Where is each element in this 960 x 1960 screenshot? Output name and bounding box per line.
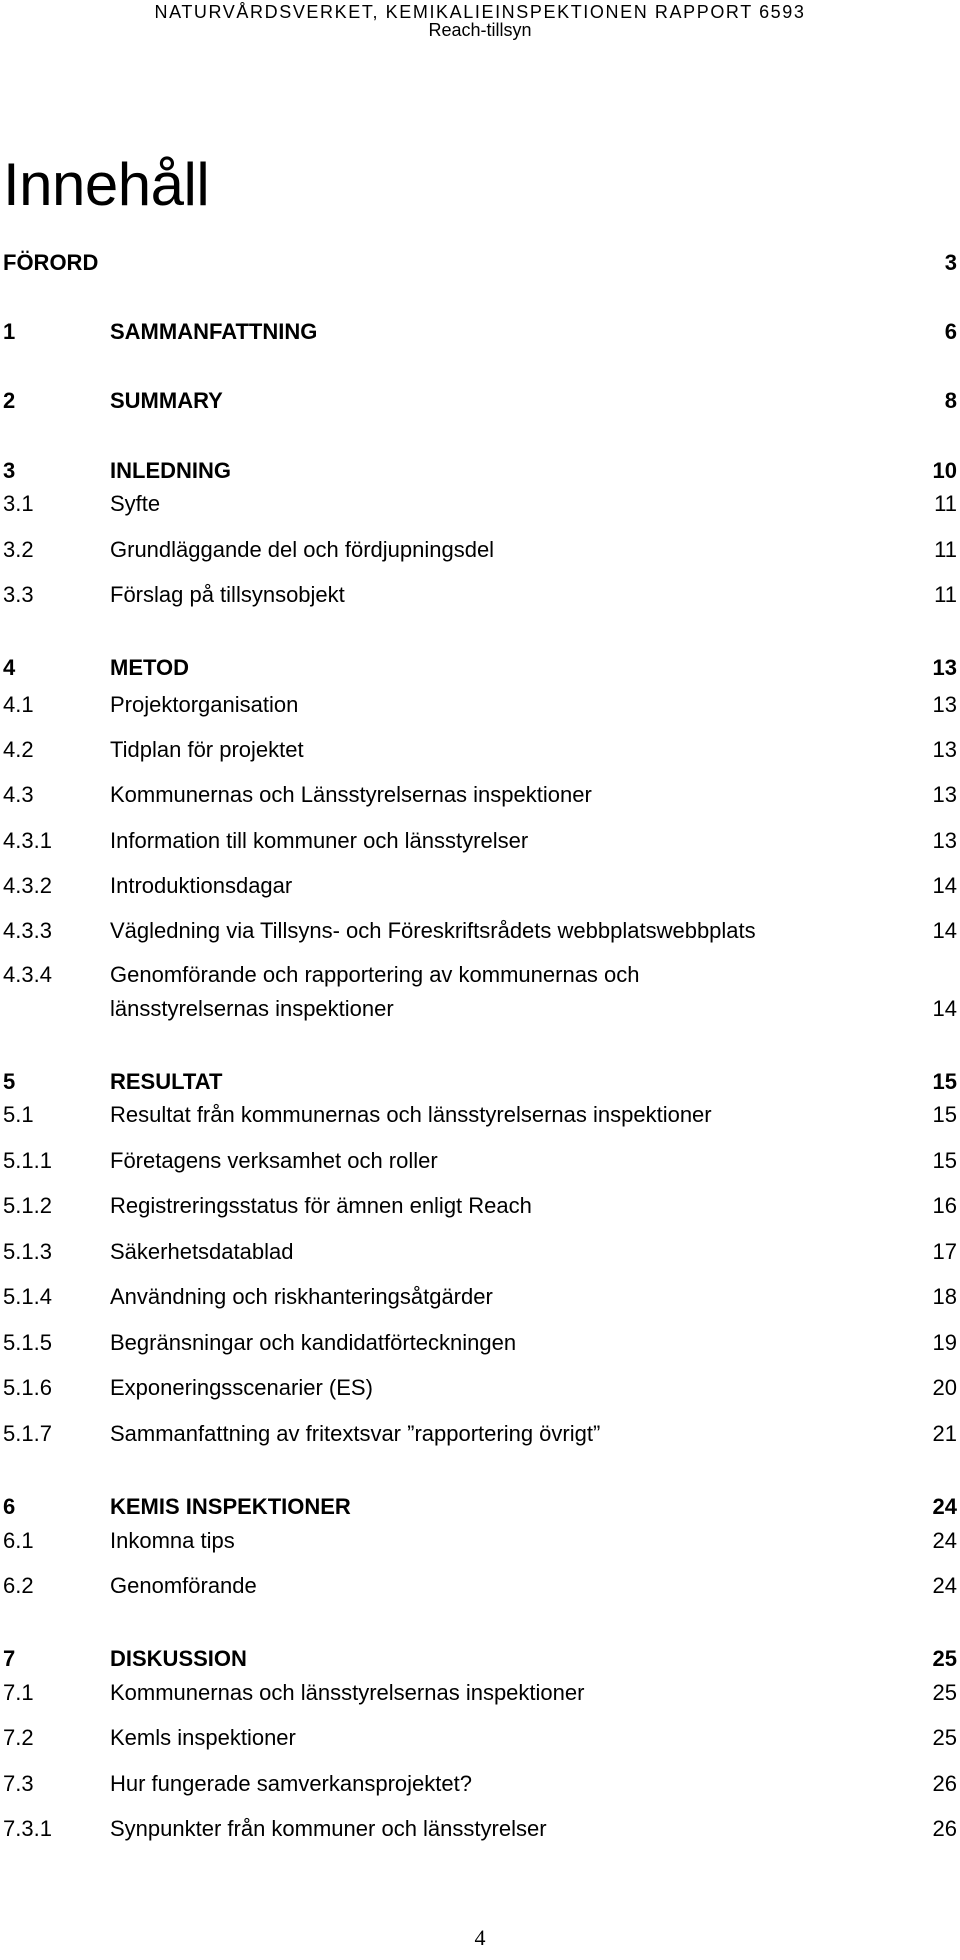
toc-entry-page: 18 — [932, 1284, 957, 1309]
toc-entry-number: 4 — [3, 655, 16, 680]
toc-entry-number: 4.3.3 — [3, 918, 52, 943]
toc-entry-label: Introduktionsdagar — [110, 873, 293, 898]
toc-entry-page: 13 — [932, 692, 957, 717]
page-number: 4 — [474, 1925, 486, 1950]
toc-entry-label: Synpunkter från kommuner och länsstyrelser — [110, 1816, 547, 1841]
toc-entry-number: 4.3.4 — [3, 962, 52, 987]
toc-entry-label: Företagens verksamhet och roller — [110, 1148, 438, 1173]
toc-entry-page: 26 — [932, 1816, 957, 1841]
toc-entry-number: 5.1.4 — [3, 1284, 52, 1309]
toc-entry-label: Användning och riskhanteringsåtgärder — [110, 1284, 493, 1309]
toc-entry-label: Säkerhetsdatablad — [110, 1239, 294, 1264]
toc-entry-number: 4.2 — [3, 737, 34, 762]
toc-entry-number: 3 — [3, 458, 16, 483]
toc-entry-page: 24 — [932, 1494, 957, 1519]
toc-entry-number: 7 — [3, 1646, 16, 1671]
toc-entry-number: 6.1 — [3, 1528, 34, 1553]
toc-entry-label: INLEDNING — [110, 458, 231, 483]
toc-entry-label: Hur fungerade samverkansprojektet? — [110, 1771, 472, 1796]
toc-entry-label: Kommunernas och länsstyrelsernas inspektioner — [110, 1680, 585, 1705]
toc-entry-number: 7.3.1 — [3, 1816, 52, 1841]
toc-entry-page: 13 — [932, 655, 957, 680]
toc-entry-label: länsstyrelsernas inspektioner — [110, 996, 394, 1021]
toc-entry-label: KEMIS INSPEKTIONER — [110, 1494, 351, 1519]
toc-entry-page: 10 — [932, 458, 957, 483]
toc-entry-label: Information till kommuner och länsstyrelser — [110, 828, 529, 853]
toc-entry-number: 5.1 — [3, 1102, 34, 1127]
toc-entry-page: 25 — [932, 1646, 957, 1671]
toc-entry-label: Grundläggande del och fördjupningsdel — [110, 537, 495, 562]
toc-entry-label: SAMMANFATTNING — [110, 319, 318, 344]
toc-entry-page: 13 — [932, 782, 957, 807]
toc-entry-label: METOD — [110, 655, 190, 680]
toc-entry-label: Inkomna tips — [110, 1528, 235, 1553]
toc-entry-number: FÖRORD — [3, 250, 99, 275]
toc-entry-number: 4.3.2 — [3, 873, 52, 898]
toc-entry-page: 15 — [932, 1069, 957, 1094]
toc-entry-page: 25 — [932, 1680, 957, 1705]
toc-entry-page: 21 — [932, 1421, 957, 1446]
page-title: Innehåll — [3, 151, 210, 218]
toc-entry-page: 24 — [932, 1528, 957, 1553]
toc-entry-label: Kommunernas och Länsstyrelsernas inspektioner — [110, 782, 592, 807]
toc-entry-number: 4.3.1 — [3, 828, 52, 853]
toc-entry-page: 13 — [932, 737, 957, 762]
toc-entry-page: 14 — [932, 996, 957, 1021]
toc-entry-label: Kemls inspektioner — [110, 1725, 296, 1750]
toc-entry-page: 15 — [932, 1102, 957, 1127]
toc-entry-number: 1 — [3, 319, 16, 344]
toc-entry-number: 7.1 — [3, 1680, 34, 1705]
toc-entry-label: Tidplan för projektet — [110, 737, 304, 762]
toc-entry-number: 5 — [3, 1069, 16, 1094]
toc-entry-number: 7.3 — [3, 1771, 34, 1796]
header-subtitle: Reach-tillsyn — [428, 20, 532, 40]
toc-entry-number: 4.1 — [3, 692, 34, 717]
toc-entry-label: Begränsningar och kandidatförteckningen — [110, 1330, 517, 1355]
toc-entry-number: 5.1.3 — [3, 1239, 52, 1264]
toc-entry-page: 14 — [932, 918, 957, 943]
toc-entry-page: 3 — [944, 250, 957, 275]
toc-entry-page: 6 — [944, 319, 957, 344]
toc-entry-label: Genomförande — [110, 1573, 257, 1598]
toc-entry-page: 17 — [932, 1239, 957, 1264]
toc-entry-label: Genomförande och rapportering av kommunernas och — [110, 962, 640, 987]
toc-entry-number: 3.1 — [3, 491, 34, 516]
toc-entry-label: RESULTAT — [110, 1069, 223, 1094]
toc-entry-page: 16 — [932, 1193, 957, 1218]
toc-entry-label: Vägledning via Tillsyns- och Föreskriftsrådets webbplatswebbplats — [110, 918, 756, 943]
toc-entry-number: 7.2 — [3, 1725, 34, 1750]
toc-entry-number: 6 — [3, 1494, 16, 1519]
toc-entry-number: 5.1.7 — [3, 1421, 52, 1446]
toc-entry-number: 5.1.1 — [3, 1148, 52, 1173]
toc-entry-page: 14 — [932, 873, 957, 898]
toc-entry-label: Exponeringsscenarier (ES) — [110, 1375, 373, 1400]
toc-entry-label: Registreringsstatus för ämnen enligt Reach — [110, 1193, 532, 1218]
toc-entry-number: 5.1.6 — [3, 1375, 52, 1400]
toc-entry-number: 5.1.5 — [3, 1330, 52, 1355]
toc-entry-page: 24 — [932, 1573, 957, 1598]
toc-entry-page: 11 — [934, 537, 957, 562]
toc-entry-label: SUMMARY — [110, 388, 223, 413]
toc-entry-page: 15 — [932, 1148, 957, 1173]
toc-entry-page: 26 — [932, 1771, 957, 1796]
toc-entry-page: 13 — [932, 828, 957, 853]
toc-entry-number: 4.3 — [3, 782, 34, 807]
toc-entry-page: 20 — [932, 1375, 957, 1400]
toc-entry-label: DISKUSSION — [110, 1646, 247, 1671]
toc-entry-page: 11 — [934, 491, 957, 516]
toc-entry-page: 19 — [932, 1330, 957, 1355]
toc-entry-label: Förslag på tillsynsobjekt — [110, 582, 345, 607]
toc-entry-page: 8 — [944, 388, 957, 413]
toc-entry-number: 5.1.2 — [3, 1193, 52, 1218]
toc-entry-label: Projektorganisation — [110, 692, 299, 717]
toc-entry-number: 6.2 — [3, 1573, 34, 1598]
toc-entry-number: 3.3 — [3, 582, 34, 607]
toc-entry-number: 3.2 — [3, 537, 34, 562]
header-report-title: NATURVÅRDSVERKET, KEMIKALIEINSPEKTIONEN RAPPORT 6593 — [154, 2, 806, 22]
toc-entry-number: 2 — [3, 388, 16, 413]
toc-entry-label: Resultat från kommunernas och länsstyrelsernas inspektioner — [110, 1102, 712, 1127]
toc-entry-page: 25 — [932, 1725, 957, 1750]
toc-entry-page: 11 — [934, 582, 957, 607]
toc-entry-label: Syfte — [110, 491, 161, 516]
toc-entry-label: Sammanfattning av fritextsvar ”rapportering övrigt” — [110, 1421, 601, 1446]
